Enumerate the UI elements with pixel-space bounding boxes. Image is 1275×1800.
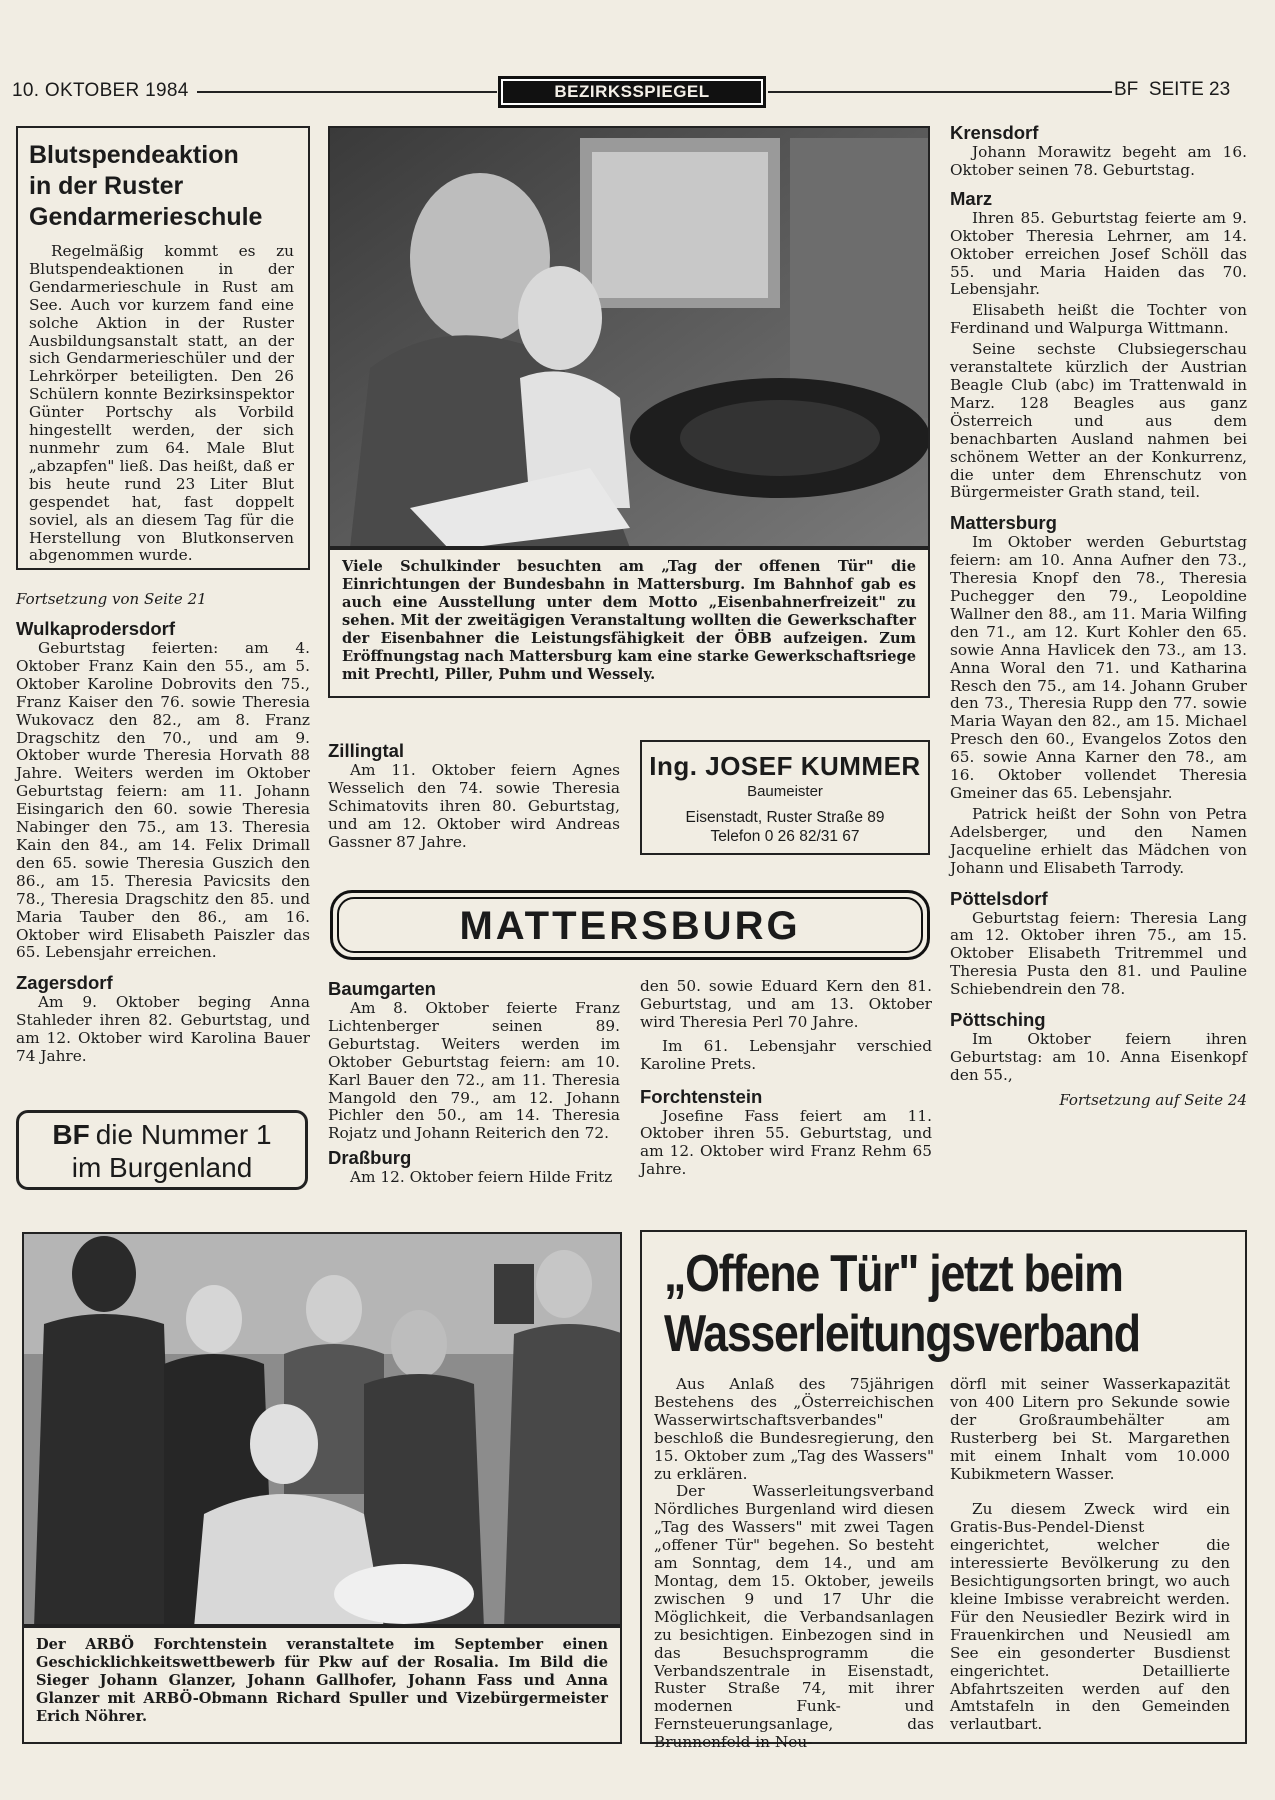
mattersburg-banner-text: MATTERSBURG — [459, 904, 801, 948]
bf-ad — [16, 1110, 308, 1190]
header-rule-right — [768, 91, 1112, 93]
drassburg-text: Am 12. Oktober feiern Hilde Fritz — [350, 1168, 613, 1187]
bf-ad-line2: im Burgenland — [71, 1152, 253, 1183]
left-column — [16, 590, 310, 1066]
continued-to-note: Fortsetzung auf Seite 24 — [1059, 1090, 1247, 1109]
kummer-role: Baumeister — [747, 783, 823, 800]
mid-cont-text: den 50. sowie Eduard Kern den 81. Geburtstag, und am 13. Oktober wird Theresia Perl 70 Jahre. — [640, 977, 932, 1031]
arboe-caption: Der ARBÖ Forchtenstein veranstaltete im September einen Geschicklichkeitswettbewerb für Pkw auf der Rosalia. Im Bild die Sieger Johann Glanzer, Johann Gallhofer, Johann Fass und Anna Glanzer mit ARBÖ-Obmann Richard Spuller und Vizebürgermeister Erich Nöhrer. — [36, 1636, 608, 1725]
marz-head: Marz — [950, 187, 993, 209]
section-label-text: BEZIRKSSPIEGEL — [503, 81, 761, 103]
baumgarten-text: Am 8. Oktober feierte Franz Lichtenberger seinen 89. Geburtstag. Weiters werden im Oktober Geburtstag feiern: am 10. Karl Bauer den 72., am 11. Theresia Mangold den 79., am 12. Johann Pichler den 50., am 14. Theresia Rojatz und Johann Reiterich den 72. — [328, 999, 620, 1143]
arboe-caption-box — [22, 1626, 622, 1744]
blood-drive-text: Regelmäßig kommt es zu Blutspendeaktionen in der Gendarmerieschule in Rust am See. Auch vor kurzem fand eine solche Aktion in der Ruster Ausbildungsanstalt statt, an der sich Gendarmerieschüler und der Lehrkörper beteiligten. Den 26 Schülern konnte Bezirksinspektor Günter Portschy als Vorbild hingestellt werden, der sich nunmehr zum 64. Male Blut „abzapfen" ließ. Das heißt, daß er bis heute rund 23 Liter Blut gespendet hat, fast doppelt soviel, als an diesem Tag für die Herstellung von Blutkonserven abgenommen wurde. — [29, 242, 294, 565]
arboe-photo — [22, 1232, 622, 1626]
blood-drive-box — [16, 126, 310, 570]
zagersdorf-head: Zagersdorf — [16, 972, 113, 994]
railway-caption-box — [328, 548, 930, 698]
water-col-1: Aus Anlaß des 75jährigen Bestehens des „Österreichischen Wasserwirtschaftsverbandes" beschloß die Bundesregierung, den 15. Oktober zum „Tag des Wassers" zu erklären. Der Wasserleitungsverband Nördliches Burgenland wird diesen „Tag des Wassers" mit zwei Tagen „offener Tür" begehen. So besteht am Sonntag, dem 14., und am Montag, dem 15. Oktober, jeweils zwischen 9 und 17 Uhr die Möglichkeit, die Verbandsanlagen zu besichtigen. Einbezogen sind in das Besuchsprogramm die Verbandszentrale in Eisenstadt, Ruster Straße 74, mit ihrer modernen Funk- und Fernsteuerungsanlage, das Brunnenfeld in Neu- — [654, 1375, 934, 1752]
header-page: BF SEITE 23 — [1114, 79, 1231, 100]
wulkaprodersdorf-head: Wulkaprodersdorf — [16, 618, 175, 639]
right-column — [950, 122, 1247, 1109]
death-notice: Im 61. Lebensjahr verschied Karoline Prets. — [640, 1036, 932, 1073]
krensdorf-head: Krensdorf — [950, 122, 1039, 143]
blood-drive-title: Blutspendeaktion in der Ruster Gendarmerieschule — [29, 141, 263, 231]
poettelsdorf-head: Pöttelsdorf — [950, 887, 1048, 909]
kummer-address: Eisenstadt, Ruster Straße 89 — [685, 809, 885, 826]
wulkaprodersdorf-text: Geburtstag feierten: am 4. Oktober Franz Kain den 55., am 5. Oktober Karoline Dobrovits den 75., Franz Kaiser den 76. sowie Theresia Wukovacz den 82., am 8. Franz Dragschitz den 70., und am 9. Oktober wurde Theresia Horvath 88 Jahre. Weiters werden im Oktober Geburtstag feiern: am 11. Johann Eisingarich den 60. sowie Theresia Nabinger den 75., am 13. Theresia Kain den 84., am 14. Felix Drimall den 65. sowie Theresia Guszich den 86., am 15. Theresia Pavicsits den 78., Theresia Dragschitz den 85. und Maria Tauber den 86., am 16. Oktober wird Elisabeth Paiszler das 65. Lebensjahr erreichen. — [16, 639, 310, 962]
drassburg-head: Draßburg — [328, 1147, 412, 1169]
zillingtal-text: Am 11. Oktober feiern Agnes Wesselich den 74. sowie Theresia Schimatovits ihren 80. Geburtstag, und am 12. Oktober wird Andreas Gassner 87 Jahre. — [328, 761, 620, 851]
zillingtal-block — [328, 740, 620, 852]
mattersburg-text: Im Oktober werden Geburtstag feiern: am 10. Anna Aufner den 73., Theresia Knopf den 78., Theresia Puchegger den 79., Leopoldine Wallner den 88., am 11. Maria Wilfing den 71., am 12. Kurt Kohler den 65. sowie Anna Havlicek den 73., am 13. Anna Woral den 71. und Katharina Resch den 75., am 14. Johann Gruber den 73., Theresia Rupp den 77. sowie Maria Wayan den 82., am 15. Michael Presch den 60., Evangelos Zotos den 65. sowie Anna Karner den 78., am 16. Oktober vollendet Theresia Gmeiner das 65. Lebensjahr. Patrick heißt der Sohn von Petra Adelsberger, und den Namen Jacqueline erhielt das Mädchen von Johann und Elisabeth Tarrody. — [950, 533, 1247, 877]
arboe-photo-image — [24, 1234, 622, 1626]
poettsching-head: Pöttsching — [950, 1009, 1046, 1031]
header-date: 10. OKTOBER 1984 — [12, 80, 189, 101]
baumgarten-head: Baumgarten — [328, 978, 436, 999]
kummer-name: Ing. JOSEF KUMMER — [649, 751, 921, 781]
forchtenstein-head: Forchtenstein — [640, 1085, 763, 1107]
continued-from-note: Fortsetzung von Seite 21 — [16, 590, 207, 608]
kummer-ad — [640, 740, 930, 855]
water-article-title: „Offene Tür" jetzt beim Wasserleitungsverband — [664, 1245, 1140, 1363]
bf-ad-line1: die Nummer 1 — [95, 1119, 272, 1150]
kummer-phone: Telefon 0 26 82/31 67 — [710, 828, 860, 845]
railway-photo-image — [330, 128, 930, 548]
krensdorf-text: Johann Morawitz begeht am 16. Oktober seinen 78. Geburtstag. — [950, 143, 1247, 179]
poettsching-text: Im Oktober feiern ihren Geburtstag: am 10. Anna Eisenkopf den 55., — [950, 1030, 1247, 1084]
bf-logo: BF — [52, 1119, 90, 1150]
forchtenstein-text: Josefine Fass feiert am 11. Oktober ihren 55. Geburtstag, und am 12. Oktober wird Franz Rehm 65 Jahre. — [640, 1106, 932, 1179]
mid-column-b — [640, 978, 932, 1179]
railway-caption: Viele Schulkinder besuchten am „Tag der offenen Tür" die Einrichtungen der Bundesbahn in Mattersburg. Im Bahnhof gab es auch eine Ausstellung unter dem Motto „Eisenbahnerfreizeit" zu sehen. Mit der zweitägigen Veranstaltung wollten die Gewerkschafter der Eisenbahner die Leistungsfähigkeit der ÖBB aufzeigen. Zum Eröffnungstag nach Mattersburg kam eine starke Gewerkschaftsriege mit Prechtl, Piller, Puhm und Wessely. — [342, 558, 916, 683]
zagersdorf-text: Am 9. Oktober beging Anna Stahleder ihren 82. Geburtstag, und am 12. Oktober wird Karolina Bauer 74 Jahre. — [16, 993, 310, 1066]
mid-column-a — [328, 978, 620, 1187]
marz-text: Ihren 85. Geburtstag feierte am 9. Oktober Theresia Lehrner, am 14. Oktober erreichen Josef Schöll das 55. und Maria Haiden das 70. Lebensjahr. Elisabeth heißt die Tochter von Ferdinand und Walpurga Wittmann. Seine sechste Clubsiegerschau veranstaltete kürzlich der Austrian Beagle Club (abc) im Trattenwald in Marz. 128 Beagles aus ganz Österreich und aus dem benachbarten Ausland nahmen bei schönem Wetter an der Konkurrenz, die unter dem Ehrenschutz von Bürgermeister Grath stand, teil. — [950, 208, 1247, 502]
header-rule-left — [197, 91, 497, 93]
zillingtal-head: Zillingtal — [328, 740, 405, 761]
mattersburg-banner — [330, 890, 930, 960]
section-label — [498, 76, 766, 108]
water-article-box — [640, 1230, 1247, 1752]
poettelsdorf-text: Geburtstag feiern: Theresia Lang am 12. Oktober ihren 75., am 15. Oktober Elisabeth Tritremmel und Theresia Pusta den 81. und Pauline Schiebendrein den 78. — [950, 908, 1247, 999]
mattersburg-head: Mattersburg — [950, 512, 1057, 534]
railway-photo — [328, 126, 930, 548]
water-col-2: dörfl mit seiner Wasserkapazität von 400 Litern pro Sekunde sowie der Großraumbehälter am Rusterberg bei St. Margarethen mit einem Inhalt vom 10.000 Kubikmetern Wasser. Zu diesem Zweck wird ein Gratis-Bus-Pendel-Dienst eingerichtet, welcher die interessierte Bevölkerung zu den Besichtigungsorten bringt, wo auch kleine Imbisse verabreicht werden. Für den Neusiedler Bezirk wird in Frauenkirchen und Neusiedl am See ein gesonderter Busdienst eingerichtet. Detaillierte Abfahrtszeiten werden auf den Amtstafeln in den Gemeinden verlautbart. — [950, 1375, 1230, 1734]
